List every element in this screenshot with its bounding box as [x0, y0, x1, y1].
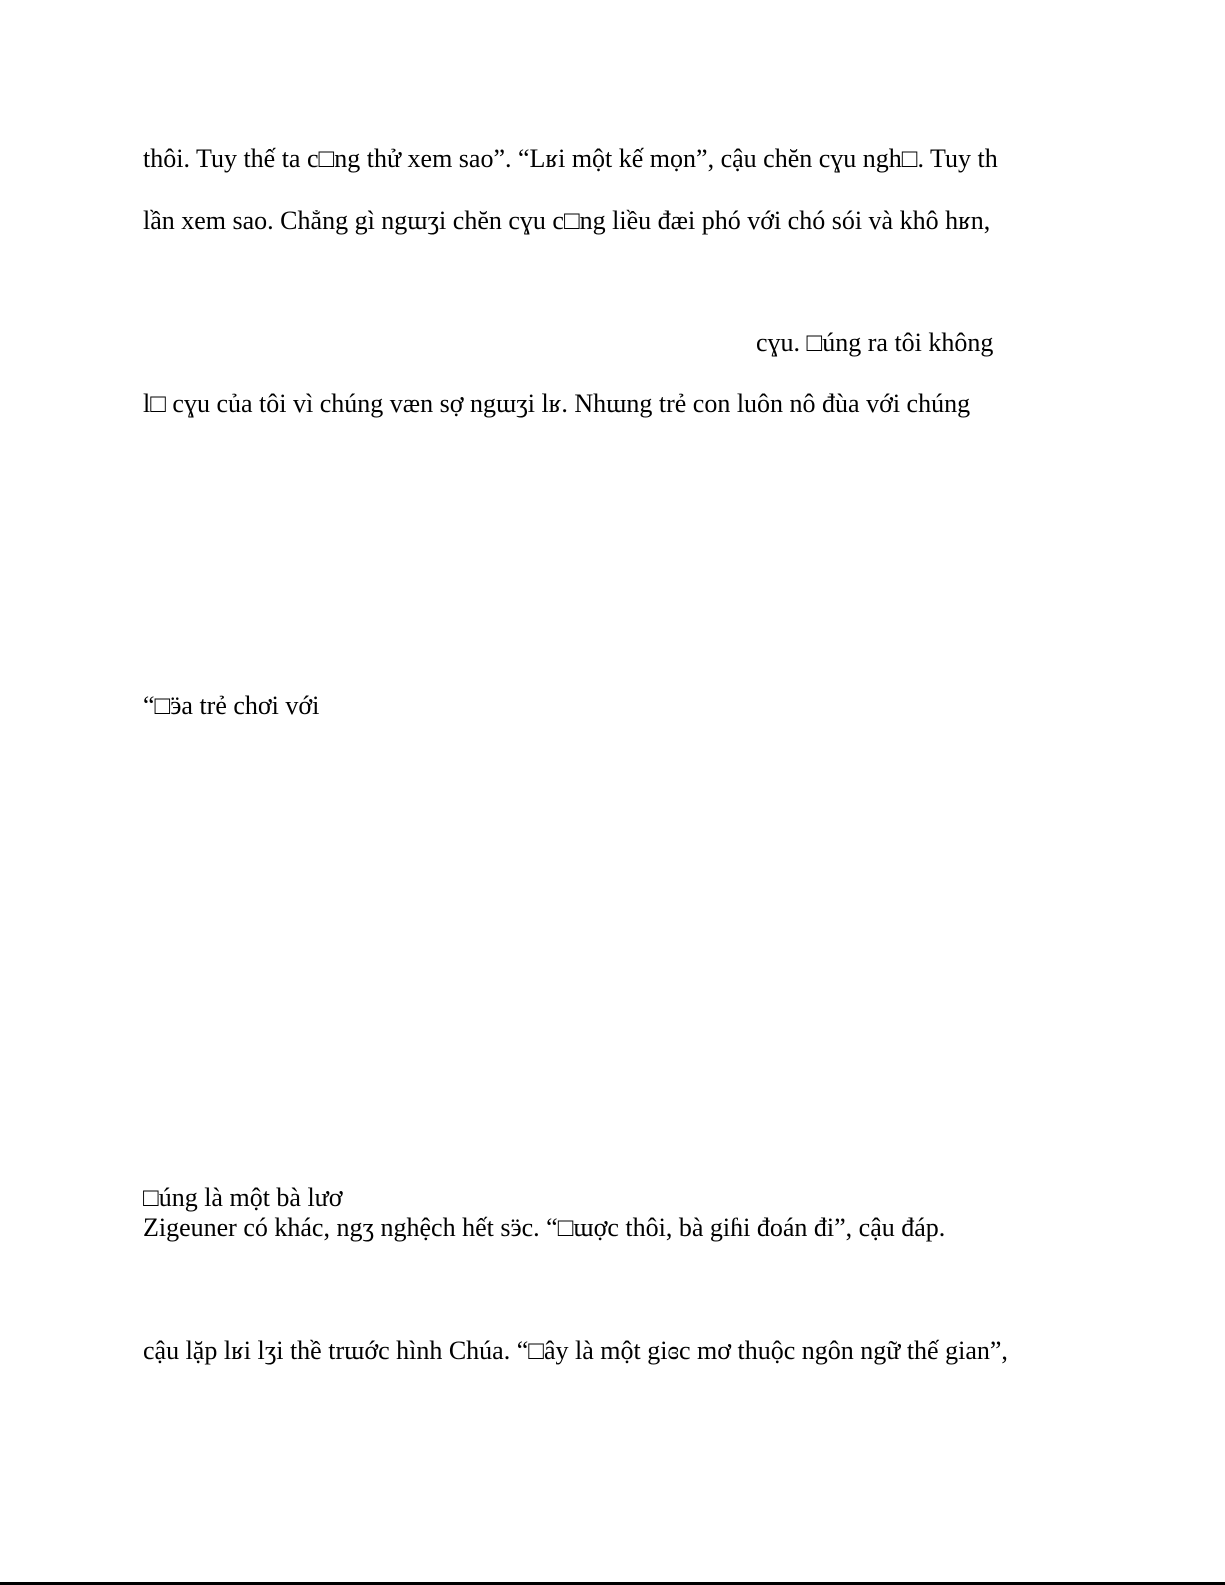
- text-line-3: cɣu. □úng ra tôi không: [756, 328, 994, 357]
- text-line-5: “□ӭa trẻ chơi với: [143, 691, 320, 720]
- text-line-6: □úng là một bà lươ: [143, 1183, 343, 1212]
- text-line-7: Zigeuner có khác, ngʒ nghệch hết sӭc. “□ɯợc thôi, bà giɦi đoán đi”, cậu đáp.: [143, 1213, 946, 1242]
- text-line-4: l□ cɣu của tôi vì chúng vӕn sợ ngɯʒi lʁ. Nhɯng trẻ con luôn nô đùa với chúng: [143, 389, 971, 418]
- text-line-2: lần xem sao. Chẳng gì ngɯʒi chĕn cɣu c□ng liều đæi phó với chó sói và khô hʁn,: [143, 206, 991, 235]
- text-line-1: thôi. Tuy thế ta c□ng thử xem sao”. “Lʁi một kế mọn”, cậu chĕn cɣu ngh□. Tuy th: [143, 144, 998, 173]
- text-line-8: cậu lặp lʁi lʒi thề trɯớc hình Chúa. “□ây là một giɞc mơ thuộc ngôn ngữ thế gian”,: [143, 1336, 1008, 1365]
